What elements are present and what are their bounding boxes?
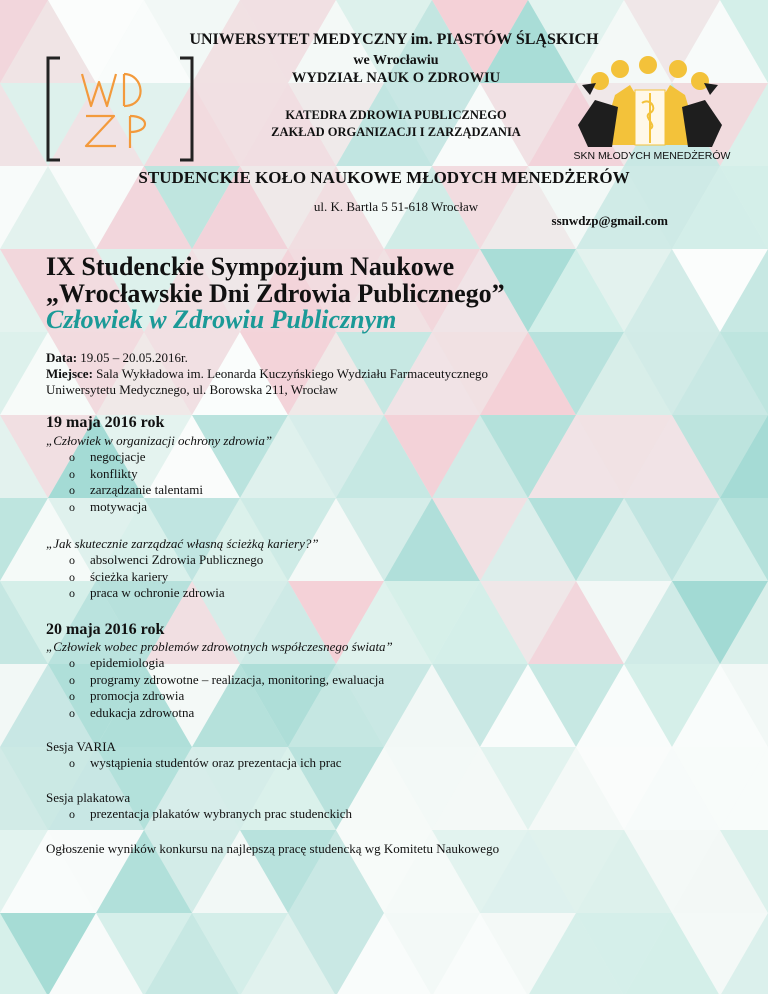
list-item-text: ścieżka kariery — [90, 568, 169, 584]
place-label: Miejsce: — [46, 366, 93, 381]
list-item — [0, 449, 203, 466]
list-item — [0, 552, 263, 569]
list-item-text: absolwenci Zdrowia Publicznego — [90, 552, 264, 567]
day1-heading: 19 maja 2016 rok — [46, 414, 165, 431]
list-item — [0, 806, 352, 823]
day2-session1-list — [0, 655, 384, 721]
list-item — [0, 499, 203, 516]
bullet-marker: o — [69, 656, 75, 670]
list-item-text: programy zdrowotne – realizacja, monitoring, ewaluacja — [90, 671, 385, 687]
department-name: KATEDRA ZDROWIA PUBLICZNEGO — [285, 108, 507, 122]
bullet-marker: o — [69, 450, 75, 464]
list-item-text: praca w ochronie zdrowia — [90, 585, 225, 601]
bullet-marker: o — [69, 553, 75, 567]
club-name: STUDENCKIE KOŁO NAUKOWE MŁODYCH MENEDŻERÓW — [138, 168, 630, 187]
list-item — [0, 585, 263, 602]
list-item-text: promocja zdrowia — [90, 688, 185, 704]
list-item — [0, 569, 263, 586]
bullet-marker: o — [69, 689, 75, 704]
closing-text: Ogłoszenie wyników konkursu na najlepszą pracę studencką wg Komitetu Naukowego — [46, 841, 500, 856]
bullet-marker: o — [69, 483, 75, 498]
list-item — [0, 482, 203, 499]
skn-logo-label: SKN MŁODYCH MENEDŻERÓW — [573, 150, 731, 162]
event-title: IX Studenckie Sympozjum Naukowe — [46, 252, 455, 281]
list-item-text: epidemiologia — [90, 655, 165, 670]
list-item-text: konflikty — [90, 465, 138, 481]
bullet-marker: o — [69, 705, 75, 720]
list-item — [0, 688, 384, 705]
list-item-text: prezentacja plakatów wybranych prac studenckich — [90, 806, 353, 821]
event-date — [46, 350, 188, 366]
day1-session1-list — [0, 449, 203, 515]
club-email: ssnwdzp@gmail.com — [551, 213, 668, 228]
list-item — [0, 755, 342, 772]
poster-list — [0, 806, 352, 823]
university-name: UNIWERSYTET MEDYCZNY im. PIASTÓW ŚLĄSKICH — [189, 31, 599, 48]
day2-session1-title: „Człowiek wobec problemów zdrowotnych współczesnego świata” — [46, 639, 393, 654]
list-item — [0, 672, 384, 689]
day1-session2-list — [0, 552, 263, 602]
skn-logo-icon — [560, 55, 740, 165]
bullet-marker: o — [69, 586, 75, 601]
bullet-marker: o — [69, 499, 75, 514]
unit-name: ZAKŁAD ORGANIZACJI I ZARZĄDZANIA — [271, 125, 521, 139]
bullet-marker: o — [69, 569, 75, 584]
faculty-name: WYDZIAŁ NAUK O ZDROWIU — [291, 70, 501, 86]
list-item-text: wystąpienia studentów oraz prezentacja ich prac — [90, 755, 342, 770]
list-item-text: negocjacje — [90, 449, 146, 464]
bullet-marker: o — [69, 807, 75, 821]
poster-title: Sesja plakatowa — [46, 790, 131, 805]
list-item-text: motywacja — [90, 498, 148, 514]
day1-session2-title: „Jak skutecznie zarządzać własną ścieżką kariery?” — [46, 536, 319, 551]
varia-title: Sesja VARIA — [46, 739, 116, 754]
list-item — [0, 466, 203, 483]
bullet-marker: o — [69, 466, 75, 481]
bullet-marker: o — [69, 672, 75, 687]
varia-list — [0, 755, 342, 772]
day2-heading: 20 maja 2016 rok — [46, 621, 165, 638]
university-city: we Wrocławiu — [353, 53, 439, 68]
date-label: Data: — [46, 350, 78, 365]
wdzp-logo-icon — [44, 56, 196, 164]
event-place-line2: Uniwersytetu Medycznego, ul. Borowska 211, Wrocław — [46, 382, 338, 397]
club-address: ul. K. Bartla 5 51-618 Wrocław — [313, 199, 479, 214]
list-item — [0, 655, 384, 672]
list-item-text: edukacja zdrowotna — [90, 704, 195, 720]
event-place — [46, 366, 488, 382]
event-subtitle: „Wrocławskie Dni Zdrowia Publicznego” — [46, 279, 505, 308]
day1-session1-title: „Człowiek w organizacji ochrony zdrowia” — [46, 433, 273, 448]
list-item-text: zarządzanie talentami — [90, 482, 203, 498]
place-value: Sala Wykładowa im. Leonarda Kuczyńskiego Wydziału Farmaceutycznego — [92, 366, 488, 381]
date-value: 19.05 – 20.05.2016r. — [77, 350, 188, 365]
bullet-marker: o — [69, 756, 75, 770]
event-theme: Człowiek w Zdrowiu Publicznym — [46, 305, 397, 334]
list-item — [0, 705, 384, 722]
